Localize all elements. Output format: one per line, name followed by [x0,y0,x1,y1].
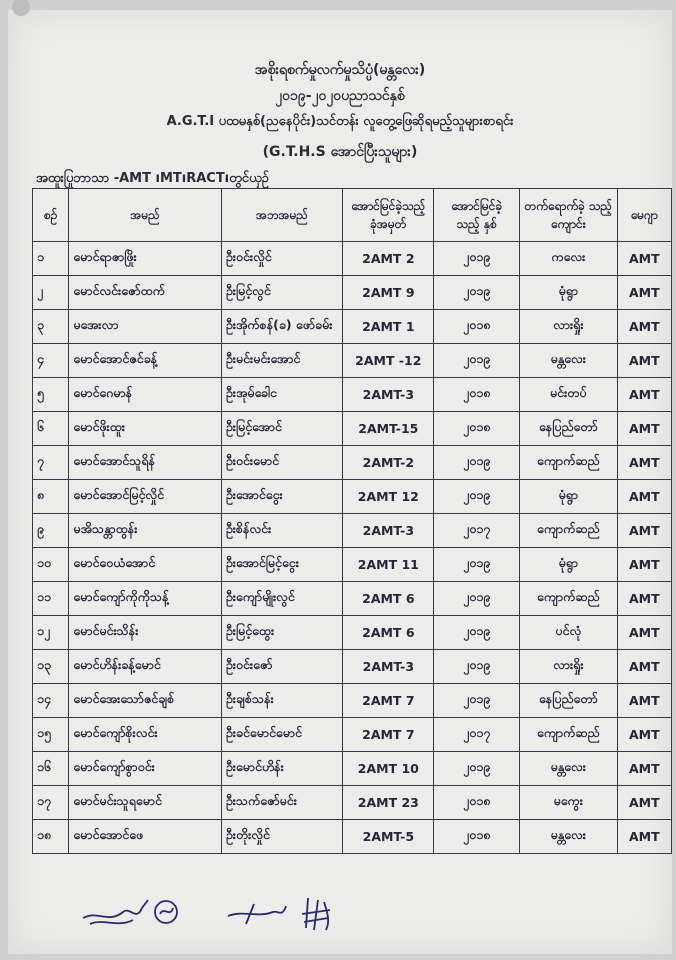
cell-name: မအေးလာ [69,310,221,344]
cell-year: ၂၀၁၉ [434,276,520,310]
cell-no: ၅ [33,378,69,412]
cell-year: ၂၀၁၉ [434,582,520,616]
cell-no: ၇ [33,446,69,480]
table-row [33,684,672,718]
header-institute: အစိုးရစက်မှုလက်မှုသိပ္ပံ(မန္တလေး) [254,62,426,78]
cell-father-name: ဦးအောင်မြင့်ငွေး [221,548,342,582]
cell-year: ၂၀၁၉ [434,684,520,718]
cell-major: AMT [617,378,671,412]
cell-year: ၂၀၁၈ [434,820,520,854]
cell-no: ၂ [33,276,69,310]
cell-school: ကျောက်ဆည် [519,446,617,480]
cell-name: မောင်ဟိန်းခန့်မောင် [69,650,221,684]
cell-school: မင်းတပ် [519,378,617,412]
header-academic-year: ၂၀၁၉-၂၀၂၀ပညာသင်နှစ် [275,88,405,104]
table-row [33,514,672,548]
cell-roll-no: 2AMT 7 [343,684,434,718]
cell-major: AMT [617,412,671,446]
cell-father-name: ဦးတိုးလှိုင် [221,820,342,854]
cell-no: ၁၀ [33,548,69,582]
cell-father-name: ဦးချစ်သန်း [221,684,342,718]
cell-father-name: ဦးမောင်ဟိန်း [221,752,342,786]
cell-father-name: ဦးခင်မောင်မောင် [221,718,342,752]
cell-father-name: ဦးဝင်းဇော် [221,650,342,684]
cell-year: ၂၀၁၉ [434,480,520,514]
cell-roll-no: 2AMT-3 [343,378,434,412]
cell-name: မအိသန္တာထွန်း [69,514,221,548]
cell-year: ၂၀၁၇ [434,718,520,752]
cell-roll-no: 2AMT-15 [343,412,434,446]
cell-father-name: ဦးအိုက်စန်(ခ) ဖော်ခမ်း [221,310,342,344]
table-row [33,276,672,310]
table-header-row [33,189,672,242]
cell-name: မောင်ဝေယံအောင် [69,548,221,582]
cell-name: မောင်ကျော်စွာဝင်း [69,752,221,786]
cell-school: မုံရွာ [519,548,617,582]
cell-year: ၂၀၁၉ [434,344,520,378]
cell-roll-no: 2AMT -12 [343,344,434,378]
cell-school: နေပြည်တော် [519,412,617,446]
cell-school: ကျောက်ဆည် [519,582,617,616]
cell-roll-no: 2AMT 10 [343,752,434,786]
table-row [33,718,672,752]
cell-school: ကလေး [519,242,617,276]
cell-roll-no: 2AMT 6 [343,582,434,616]
cell-major: AMT [617,242,671,276]
cell-no: ၁၄ [33,684,69,718]
cell-year: ၂၀၁၉ [434,242,520,276]
cell-no: ၃ [33,310,69,344]
col-header-name: အမည် [69,189,221,242]
cell-no: ၁၇ [33,786,69,820]
cell-year: ၂၀၁၉ [434,446,520,480]
cell-major: AMT [617,718,671,752]
cell-year: ၂၀၁၈ [434,786,520,820]
cell-father-name: ဦးစိန်လင်း [221,514,342,548]
header-subtitle: (G.T.H.S အောင်ပြီးသူများ) [262,144,418,160]
cell-school: ကျောက်ဆည် [519,718,617,752]
cell-no: ၁၂ [33,616,69,650]
cell-no: ၉ [33,514,69,548]
cell-no: ၄ [33,344,69,378]
table-row [33,616,672,650]
cell-year: ၂၀၁၈ [434,378,520,412]
cell-name: မောင်အေးသော်ဇင်ချစ် [69,684,221,718]
table-row [33,786,672,820]
cell-school: မုံရွာ [519,480,617,514]
candidate-table [32,188,672,854]
cell-no: ၁၁ [33,582,69,616]
cell-roll-no: 2AMT 11 [343,548,434,582]
table-row [33,548,672,582]
cell-roll-no: 2AMT-2 [343,446,434,480]
cell-school: ကျောက်ဆည် [519,514,617,548]
cell-father-name: ဦးမြင့်လွင် [221,276,342,310]
specialization-note: အထူးပြုဘာသာ -AMT ıMTıRACTıတွင်ယှဉ် [36,171,269,186]
cell-major: AMT [617,344,671,378]
cell-major: AMT [617,548,671,582]
cell-no: ၁၆ [33,752,69,786]
cell-major: AMT [617,276,671,310]
cell-father-name: ဦးအောင်ငွေး [221,480,342,514]
cell-name: မောင်ဂေမာန် [69,378,221,412]
col-header-roll-no: အောင်မြင်ခဲ့သည့် ခုံအမှတ် [343,189,434,242]
cell-name: မောင်ဖိုးထူး [69,412,221,446]
cell-father-name: ဦးဝင်းမောင် [221,446,342,480]
table-row [33,752,672,786]
punch-hole [12,0,30,16]
cell-father-name: ဦးအုမ်ခေါင [221,378,342,412]
cell-father-name: ဦးသက်ဇော်မင်း [221,786,342,820]
cell-school: မန္တလေး [519,752,617,786]
cell-father-name: ဦးဝင်းလှိုင် [221,242,342,276]
cell-year: ၂၀၁၉ [434,752,520,786]
cell-no: ၁၃ [33,650,69,684]
table-row [33,650,672,684]
cell-school: မန္တလေး [519,344,617,378]
col-header-major: မေဂျာ [617,189,671,242]
cell-school: နေပြည်တော် [519,684,617,718]
cell-major: AMT [617,310,671,344]
col-header-school: တက်ရောက်ခဲ့ သည့်ကျောင်း [519,189,617,242]
table-row [33,412,672,446]
cell-name: မောင်လင်းဇော်ထက် [69,276,221,310]
cell-roll-no: 2AMT 23 [343,786,434,820]
table-row [33,820,672,854]
cell-roll-no: 2AMT-5 [343,820,434,854]
cell-major: AMT [617,650,671,684]
cell-major: AMT [617,582,671,616]
cell-school: ပင်လုံ [519,616,617,650]
table-row [33,344,672,378]
cell-major: AMT [617,786,671,820]
cell-father-name: ဦးမြင့်အောင် [221,412,342,446]
cell-major: AMT [617,820,671,854]
cell-year: ၂၀၁၉ [434,548,520,582]
cell-no: ၁ [33,242,69,276]
cell-name: မောင်ရာဇာဖြိုး [69,242,221,276]
document-page [8,10,672,954]
table-row [33,480,672,514]
cell-year: ၂၀၁၇ [434,514,520,548]
cell-name: မောင်ကျော်ကိုကိုသန့် [69,582,221,616]
cell-major: AMT [617,446,671,480]
cell-name: မောင်မင်းသူရမောင် [69,786,221,820]
cell-father-name: ဦးမင်းမင်းအောင် [221,344,342,378]
cell-name: မောင်မင်းသိန်း [69,616,221,650]
cell-roll-no: 2AMT 1 [343,310,434,344]
table-row [33,582,672,616]
cell-no: ၆ [33,412,69,446]
cell-name: မောင်ကျော်စိုးလင်း [69,718,221,752]
cell-year: ၂၀၁၈ [434,310,520,344]
cell-major: AMT [617,752,671,786]
cell-year: ၂၀၁၉ [434,650,520,684]
cell-roll-no: 2AMT 6 [343,616,434,650]
cell-name: မောင်အောင်ဖေ [69,820,221,854]
cell-school: မကွေး [519,786,617,820]
cell-roll-no: 2AMT-3 [343,650,434,684]
cell-roll-no: 2AMT 2 [343,242,434,276]
cell-school: မုံရွာ [519,276,617,310]
col-header-year: အောင်မြင်ခဲ့ သည့် နှစ် [434,189,520,242]
cell-roll-no: 2AMT 9 [343,276,434,310]
cell-no: ၈ [33,480,69,514]
table-row [33,446,672,480]
col-header-no: စဉ် [33,189,69,242]
cell-name: မောင်အောင်သူရိန် [69,446,221,480]
cell-major: AMT [617,616,671,650]
cell-school: မန္တလေး [519,820,617,854]
cell-major: AMT [617,480,671,514]
cell-no: ၁၅ [33,718,69,752]
table-row [33,310,672,344]
cell-roll-no: 2AMT 7 [343,718,434,752]
cell-father-name: ဦးမြင့်ထွေး [221,616,342,650]
table-row [33,242,672,276]
col-header-father-name: အဘအမည် [221,189,342,242]
cell-roll-no: 2AMT-3 [343,514,434,548]
cell-school: လားရှိုး [519,310,617,344]
cell-school: လားရှိုး [519,650,617,684]
header-list-title: A.G.T.I ပထမနှစ်(ညနေပိုင်း)သင်တန်း လူတွေ့ဖြေဆိုရမည့်သူများစာရင်း [166,114,514,129]
cell-name: မောင်အောင်ဇင်ခန့် [69,344,221,378]
cell-major: AMT [617,684,671,718]
cell-name: မောင်အောင်မြင့်လှိုင် [69,480,221,514]
table-row [33,378,672,412]
cell-roll-no: 2AMT 12 [343,480,434,514]
cell-major: AMT [617,514,671,548]
cell-year: ၂၀၁၈ [434,412,520,446]
cell-father-name: ဦးကျော်မျိုးလွင် [221,582,342,616]
cell-no: ၁၈ [33,820,69,854]
cell-year: ၂၀၁၉ [434,616,520,650]
signatures [78,888,368,938]
